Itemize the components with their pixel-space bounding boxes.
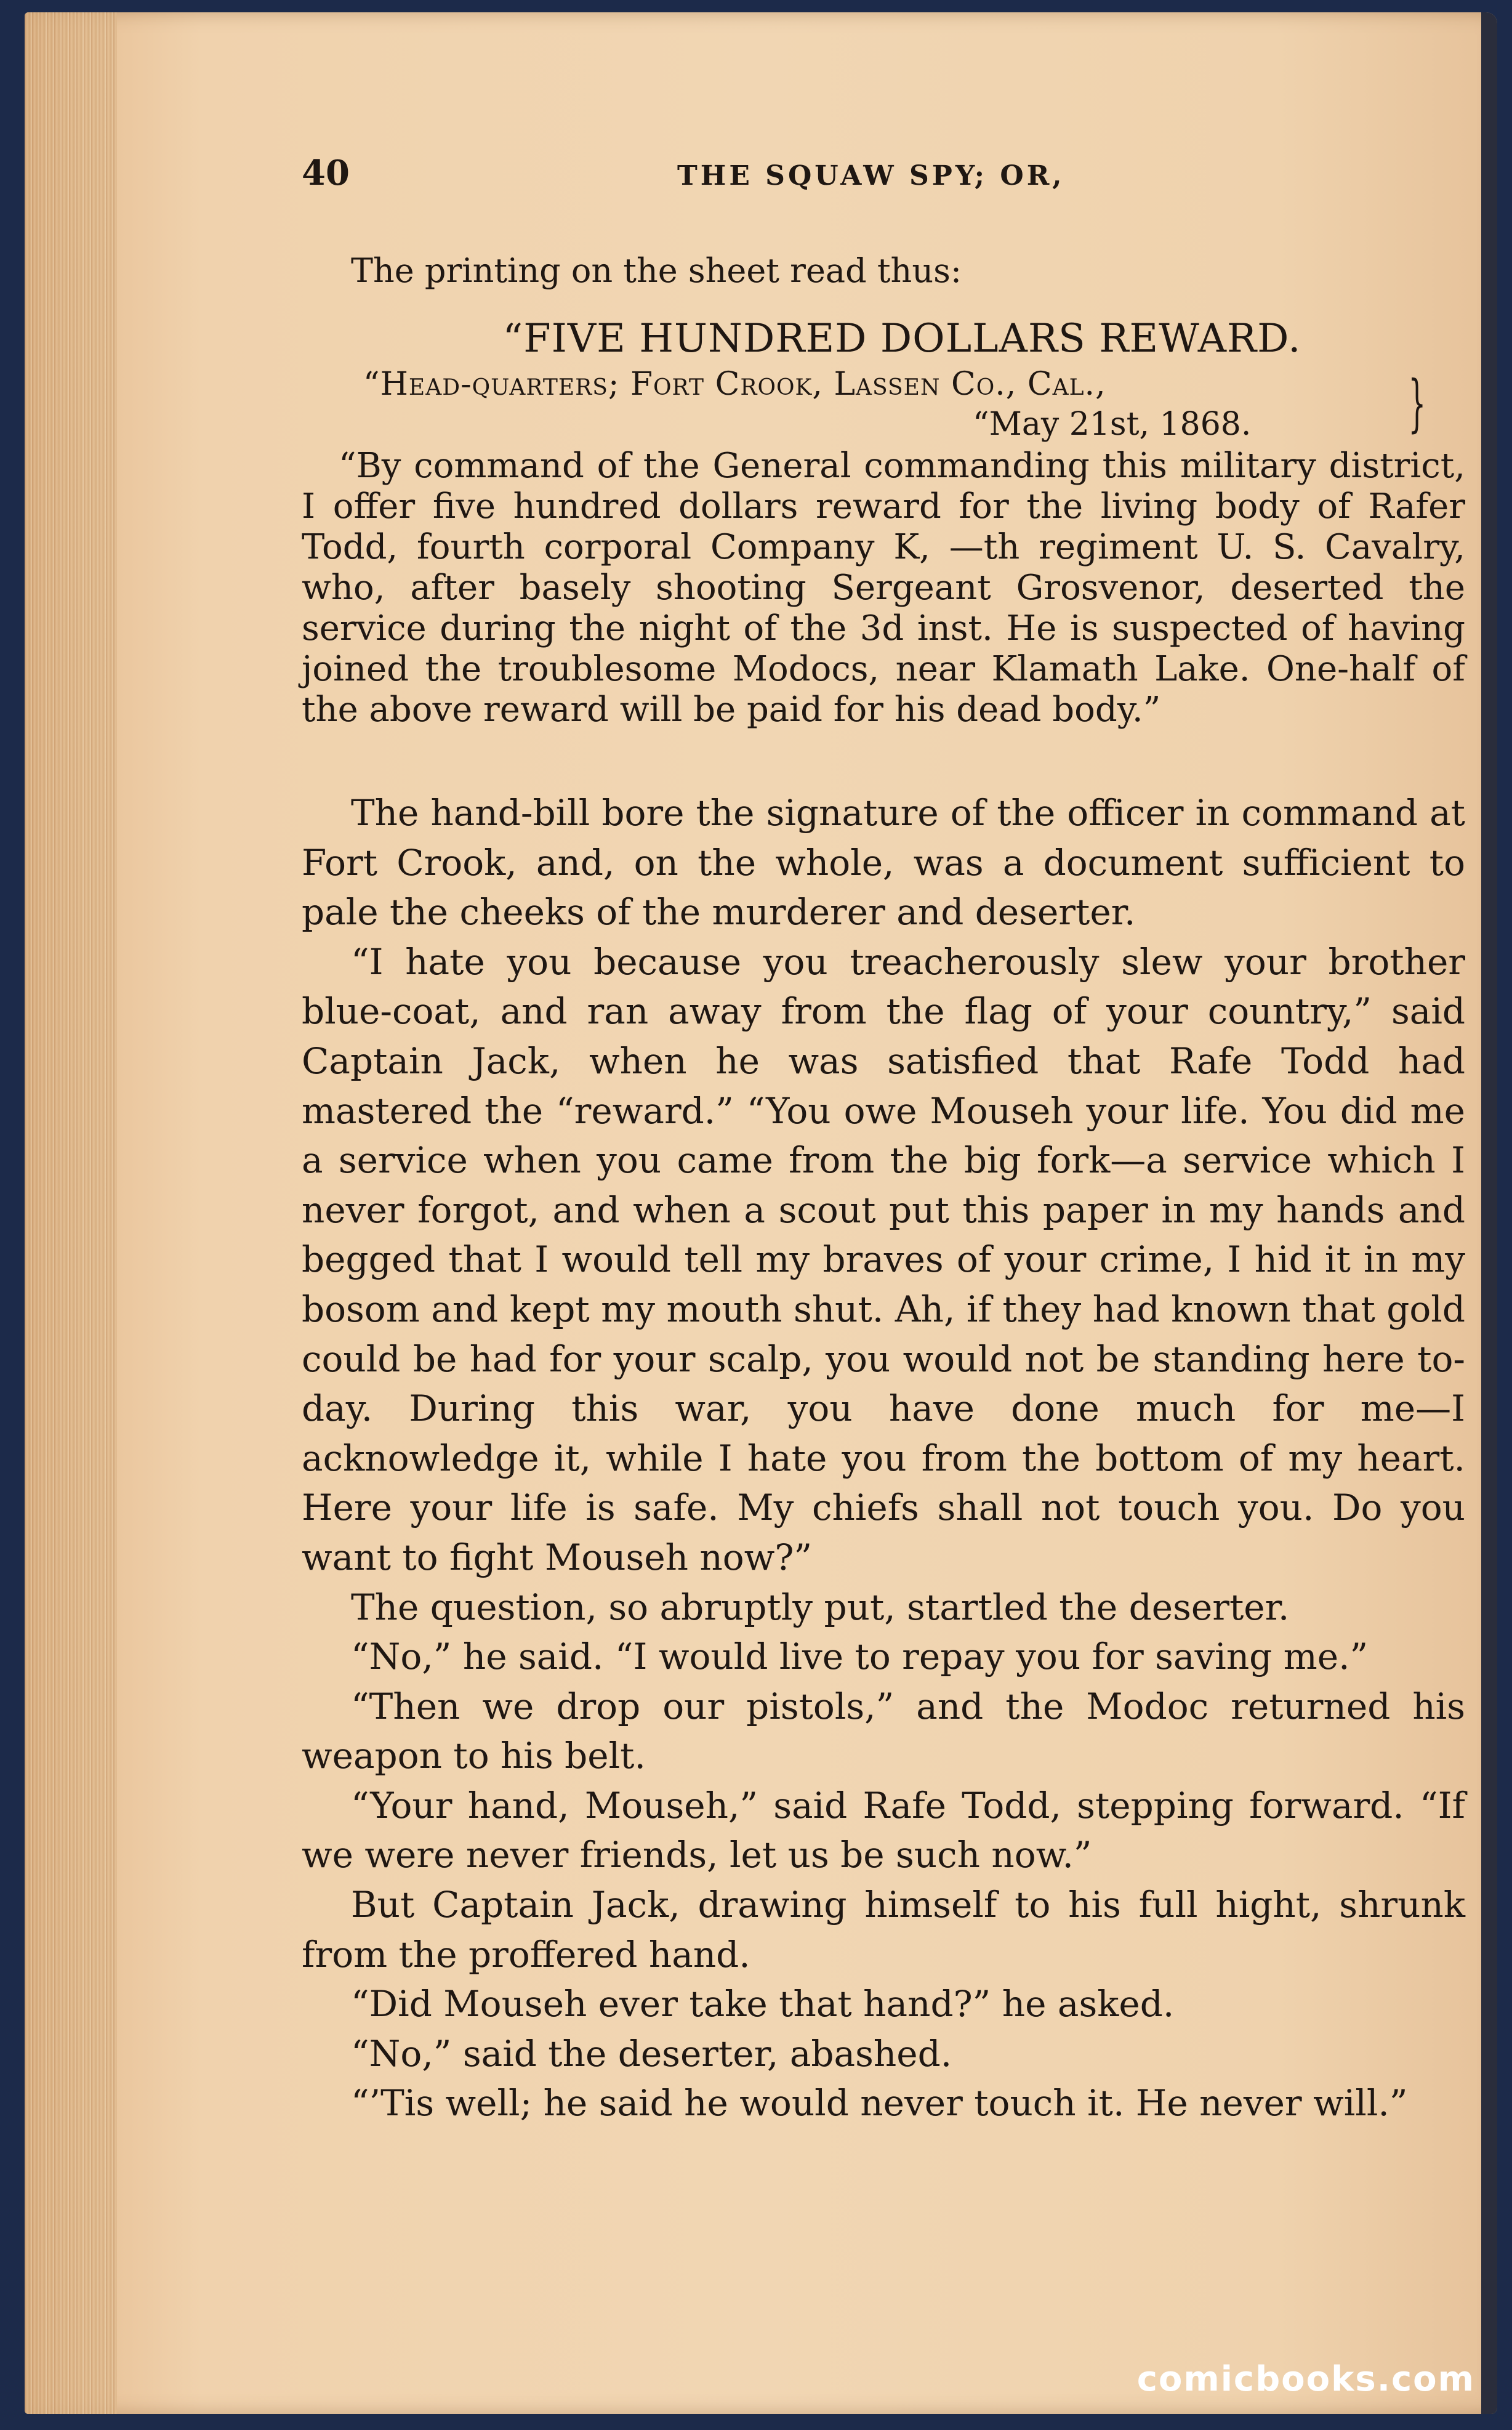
running-head: THE SQUAW SPY; OR,: [677, 160, 1065, 192]
narrative: [302, 788, 1465, 2128]
page-header: [302, 153, 1465, 196]
reward-notice: [302, 314, 1465, 730]
paragraph: “No,” he said. “I would live to repay you for saving me.”: [351, 1636, 1369, 1678]
watermark: comicbooks.com: [1136, 2359, 1475, 2399]
intro-paragraph: [302, 246, 1465, 295]
reward-body: “By command of the General commanding this military district, I offer five hundred dollars reward for the living body of Rafer Todd, fourth corporal Company K, —th regiment U. S. Cavalry, who, after basely shooting Sergeant Grosvenor, deserted the service during the night of the 3d inst. He is suspected of having joined the troublesome Modocs, near Klamath Lake. One-half of the above reward will be paid for his dead body.”: [302, 446, 1465, 730]
reward-title: “FIVE HUNDRED DOLLARS REWARD.: [502, 316, 1301, 361]
paragraph: “I hate you because you treacherously slew your brother blue-coat, and ran away from the flag of your country,” said Captain Jack, when he was satisfied that Rafe Todd had mastered the “reward.” “You owe Mouseh your life. You did me a service when you came from the big fork—a service which I never forgot, and when a scout put this paper in my hands and begged that I would tell my braves of your crime, I hid it in my bosom and kept my mouth shut. Ah, if they had known that gold could be had for your scalp, you would not be standing here to-day. During this war, you have done much for me—I acknowledge it, while I hate you from the bottom of my heart. Here your life is safe. My chiefs shall not touch you. Do you want to fight Mouseh now?”: [302, 940, 1465, 1578]
page-edges: [25, 12, 117, 2414]
paragraph: But Captain Jack, drawing himself to his full hight, shrunk from the proffered hand.: [302, 1884, 1465, 1976]
paragraph: “Your hand, Mouseh,” said Rafe Todd, stepping forward. “If we were never friends, let us be such now.”: [302, 1784, 1465, 1876]
paragraph: “’Tis well; he said he would never touch it. He never will.”: [351, 2082, 1408, 2125]
paragraph: “Then we drop our pistols,” and the Modoc returned his weapon to his belt.: [302, 1685, 1465, 1777]
intro-text: The printing on the sheet read thus:: [351, 251, 962, 290]
paragraph: The question, so abruptly put, startled the deserter.: [351, 1586, 1290, 1628]
paragraph: The hand-bill bore the signature of the officer in command at Fort Crook, and, on the whole, was a document sufficient to pale the cheeks of the murderer and deserter.: [302, 792, 1465, 934]
binding-edge: [1481, 12, 1497, 2414]
brace-icon: }: [1408, 367, 1426, 439]
page-number: 40: [302, 153, 350, 193]
reward-place: “Head-quarters; Fort Crook, Lassen Co., Cal.,: [363, 366, 1106, 403]
reward-date: “May 21st, 1868.: [973, 406, 1252, 443]
paragraph: “Did Mouseh ever take that hand?” he asked.: [351, 1983, 1175, 2025]
paragraph: “No,” said the deserter, abashed.: [351, 2032, 952, 2075]
